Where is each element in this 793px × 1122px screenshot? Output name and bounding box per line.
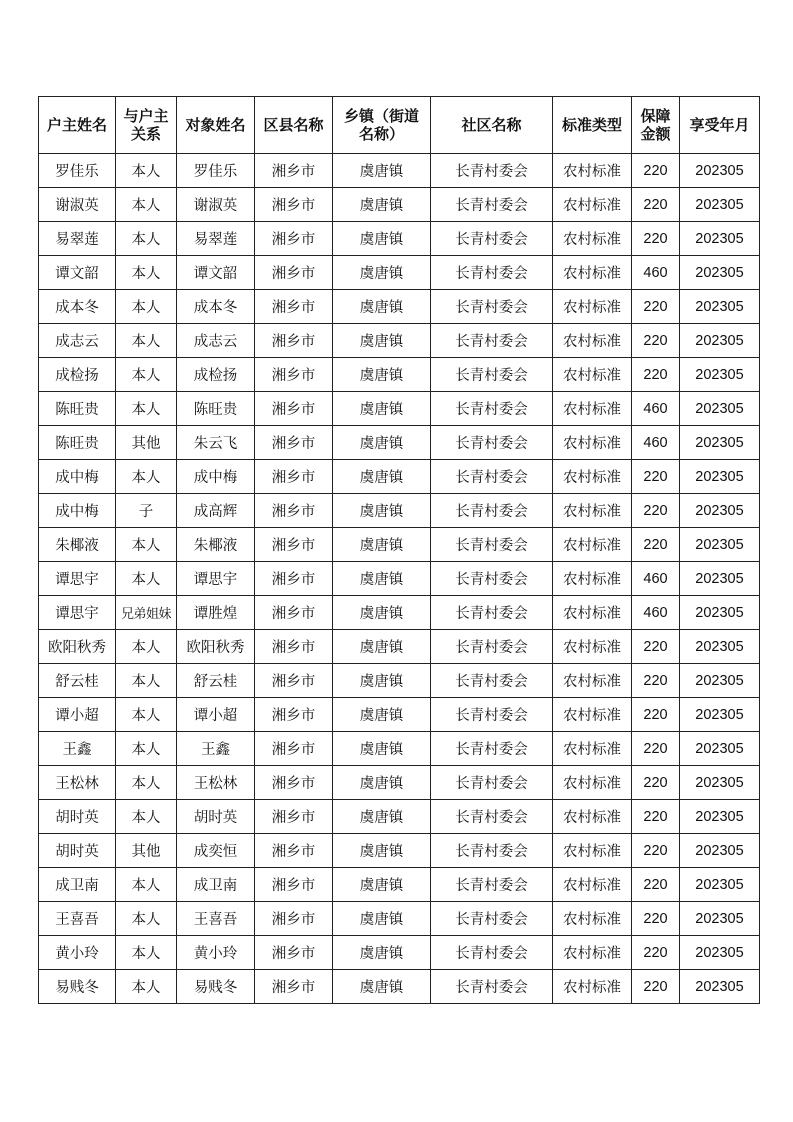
- cell-township: 虞唐镇: [333, 324, 431, 358]
- cell-community: 长青村委会: [431, 392, 553, 426]
- cell-amount: 220: [632, 358, 680, 392]
- header-line: 社区名称: [461, 116, 522, 134]
- cell-relation: 本人: [116, 902, 177, 936]
- cell-householder-name: 王鑫: [39, 732, 116, 766]
- cell-county: 湘乡市: [255, 800, 333, 834]
- cell-relation: 本人: [116, 528, 177, 562]
- cell-householder-name: 成中梅: [39, 494, 116, 528]
- cell-township: 虞唐镇: [333, 562, 431, 596]
- cell-county: 湘乡市: [255, 358, 333, 392]
- cell-standard-type: 农村标准: [553, 970, 632, 1004]
- cell-relation: 本人: [116, 256, 177, 290]
- cell-householder-name: 成卫南: [39, 868, 116, 902]
- cell-community: 长青村委会: [431, 358, 553, 392]
- cell-recipient-name: 成奕恒: [177, 834, 255, 868]
- cell-period: 202305: [680, 630, 760, 664]
- table-row: [39, 630, 760, 664]
- cell-amount: 220: [632, 460, 680, 494]
- table-row: [39, 970, 760, 1004]
- cell-community: 长青村委会: [431, 528, 553, 562]
- cell-householder-name: 胡时英: [39, 800, 116, 834]
- cell-period: 202305: [680, 256, 760, 290]
- cell-relation: 兄弟姐妹: [116, 596, 177, 630]
- header-amount: [632, 97, 680, 154]
- cell-county: 湘乡市: [255, 834, 333, 868]
- cell-community: 长青村委会: [431, 630, 553, 664]
- cell-period: 202305: [680, 664, 760, 698]
- table-row: [39, 732, 760, 766]
- cell-community: 长青村委会: [431, 494, 553, 528]
- cell-relation: 本人: [116, 868, 177, 902]
- cell-recipient-name: 成本冬: [177, 290, 255, 324]
- cell-householder-name: 朱椰液: [39, 528, 116, 562]
- cell-amount: 220: [632, 494, 680, 528]
- cell-householder-name: 谭思宇: [39, 596, 116, 630]
- cell-recipient-name: 罗佳乐: [177, 154, 255, 188]
- header-householder-name: [39, 97, 116, 154]
- cell-community: 长青村委会: [431, 154, 553, 188]
- cell-community: 长青村委会: [431, 256, 553, 290]
- cell-recipient-name: 成检扬: [177, 358, 255, 392]
- cell-amount: 220: [632, 868, 680, 902]
- cell-relation: 本人: [116, 698, 177, 732]
- cell-amount: 220: [632, 834, 680, 868]
- cell-amount: 220: [632, 630, 680, 664]
- cell-county: 湘乡市: [255, 324, 333, 358]
- cell-amount: 220: [632, 222, 680, 256]
- cell-standard-type: 农村标准: [553, 596, 632, 630]
- cell-standard-type: 农村标准: [553, 188, 632, 222]
- cell-standard-type: 农村标准: [553, 290, 632, 324]
- cell-township: 虞唐镇: [333, 766, 431, 800]
- cell-householder-name: 王松林: [39, 766, 116, 800]
- cell-county: 湘乡市: [255, 970, 333, 1004]
- cell-amount: 220: [632, 664, 680, 698]
- cell-recipient-name: 易翠莲: [177, 222, 255, 256]
- header-county: [255, 97, 333, 154]
- cell-standard-type: 农村标准: [553, 766, 632, 800]
- cell-recipient-name: 成中梅: [177, 460, 255, 494]
- cell-community: 长青村委会: [431, 800, 553, 834]
- cell-standard-type: 农村标准: [553, 426, 632, 460]
- header-line: 区县名称: [263, 116, 324, 134]
- cell-recipient-name: 易贱冬: [177, 970, 255, 1004]
- table-body: [39, 154, 760, 1004]
- cell-township: 虞唐镇: [333, 154, 431, 188]
- cell-amount: 220: [632, 732, 680, 766]
- cell-community: 长青村委会: [431, 188, 553, 222]
- cell-recipient-name: 朱椰液: [177, 528, 255, 562]
- table-row: [39, 902, 760, 936]
- table-row: [39, 290, 760, 324]
- cell-amount: 460: [632, 562, 680, 596]
- cell-recipient-name: 舒云桂: [177, 664, 255, 698]
- cell-community: 长青村委会: [431, 290, 553, 324]
- cell-amount: 460: [632, 256, 680, 290]
- cell-standard-type: 农村标准: [553, 324, 632, 358]
- cell-standard-type: 农村标准: [553, 256, 632, 290]
- table-row: [39, 392, 760, 426]
- cell-relation: 本人: [116, 358, 177, 392]
- cell-community: 长青村委会: [431, 222, 553, 256]
- cell-relation: 本人: [116, 392, 177, 426]
- cell-relation: 本人: [116, 222, 177, 256]
- cell-community: 长青村委会: [431, 562, 553, 596]
- cell-community: 长青村委会: [431, 460, 553, 494]
- cell-township: 虞唐镇: [333, 834, 431, 868]
- cell-township: 虞唐镇: [333, 392, 431, 426]
- cell-period: 202305: [680, 290, 760, 324]
- cell-amount: 220: [632, 766, 680, 800]
- cell-householder-name: 王喜吾: [39, 902, 116, 936]
- cell-period: 202305: [680, 494, 760, 528]
- cell-period: 202305: [680, 154, 760, 188]
- cell-period: 202305: [680, 188, 760, 222]
- cell-householder-name: 成检扬: [39, 358, 116, 392]
- cell-period: 202305: [680, 698, 760, 732]
- header-community: [431, 97, 553, 154]
- cell-recipient-name: 谭胜煌: [177, 596, 255, 630]
- cell-township: 虞唐镇: [333, 426, 431, 460]
- cell-township: 虞唐镇: [333, 222, 431, 256]
- cell-householder-name: 黄小玲: [39, 936, 116, 970]
- cell-county: 湘乡市: [255, 188, 333, 222]
- cell-standard-type: 农村标准: [553, 460, 632, 494]
- header-line: 户主姓名: [46, 116, 107, 134]
- cell-period: 202305: [680, 358, 760, 392]
- cell-county: 湘乡市: [255, 392, 333, 426]
- cell-township: 虞唐镇: [333, 664, 431, 698]
- cell-householder-name: 谢淑英: [39, 188, 116, 222]
- cell-standard-type: 农村标准: [553, 800, 632, 834]
- cell-standard-type: 农村标准: [553, 868, 632, 902]
- cell-period: 202305: [680, 222, 760, 256]
- table-row: [39, 800, 760, 834]
- cell-township: 虞唐镇: [333, 290, 431, 324]
- cell-period: 202305: [680, 426, 760, 460]
- cell-period: 202305: [680, 392, 760, 426]
- header-line: 金额: [640, 125, 671, 143]
- cell-relation: 本人: [116, 800, 177, 834]
- table-row: [39, 494, 760, 528]
- cell-county: 湘乡市: [255, 664, 333, 698]
- cell-relation: 本人: [116, 732, 177, 766]
- cell-relation: 本人: [116, 324, 177, 358]
- cell-county: 湘乡市: [255, 936, 333, 970]
- header-relation: [116, 97, 177, 154]
- table-row: [39, 834, 760, 868]
- cell-township: 虞唐镇: [333, 630, 431, 664]
- header-line: 乡镇（街道: [343, 107, 419, 125]
- cell-community: 长青村委会: [431, 766, 553, 800]
- cell-county: 湘乡市: [255, 426, 333, 460]
- cell-amount: 460: [632, 426, 680, 460]
- table-row: [39, 868, 760, 902]
- cell-householder-name: 胡时英: [39, 834, 116, 868]
- cell-recipient-name: 朱云飞: [177, 426, 255, 460]
- cell-recipient-name: 欧阳秋秀: [177, 630, 255, 664]
- cell-amount: 220: [632, 290, 680, 324]
- assistance-table: [38, 96, 760, 1004]
- cell-township: 虞唐镇: [333, 460, 431, 494]
- cell-township: 虞唐镇: [333, 800, 431, 834]
- cell-community: 长青村委会: [431, 426, 553, 460]
- cell-relation: 本人: [116, 970, 177, 1004]
- table-row: [39, 664, 760, 698]
- header-recipient-name: [177, 97, 255, 154]
- cell-relation: 本人: [116, 766, 177, 800]
- cell-period: 202305: [680, 834, 760, 868]
- cell-township: 虞唐镇: [333, 528, 431, 562]
- cell-householder-name: 欧阳秋秀: [39, 630, 116, 664]
- table-row: [39, 698, 760, 732]
- cell-householder-name: 谭思宇: [39, 562, 116, 596]
- cell-amount: 460: [632, 392, 680, 426]
- cell-community: 长青村委会: [431, 732, 553, 766]
- table-row: [39, 256, 760, 290]
- cell-period: 202305: [680, 936, 760, 970]
- cell-amount: 220: [632, 970, 680, 1004]
- cell-county: 湘乡市: [255, 528, 333, 562]
- cell-householder-name: 成志云: [39, 324, 116, 358]
- cell-householder-name: 易翠莲: [39, 222, 116, 256]
- cell-county: 湘乡市: [255, 732, 333, 766]
- cell-period: 202305: [680, 732, 760, 766]
- header-line: 对象姓名: [185, 116, 246, 134]
- cell-recipient-name: 成高辉: [177, 494, 255, 528]
- cell-township: 虞唐镇: [333, 256, 431, 290]
- header-line: 与户主: [123, 107, 169, 125]
- cell-amount: 220: [632, 698, 680, 732]
- cell-relation: 本人: [116, 664, 177, 698]
- cell-township: 虞唐镇: [333, 188, 431, 222]
- cell-recipient-name: 王喜吾: [177, 902, 255, 936]
- cell-county: 湘乡市: [255, 154, 333, 188]
- table-row: [39, 222, 760, 256]
- cell-community: 长青村委会: [431, 970, 553, 1004]
- cell-standard-type: 农村标准: [553, 834, 632, 868]
- table-row: [39, 596, 760, 630]
- header-period: [680, 97, 760, 154]
- cell-standard-type: 农村标准: [553, 698, 632, 732]
- cell-standard-type: 农村标准: [553, 528, 632, 562]
- cell-county: 湘乡市: [255, 494, 333, 528]
- cell-county: 湘乡市: [255, 256, 333, 290]
- cell-standard-type: 农村标准: [553, 664, 632, 698]
- cell-householder-name: 舒云桂: [39, 664, 116, 698]
- cell-township: 虞唐镇: [333, 358, 431, 392]
- cell-period: 202305: [680, 970, 760, 1004]
- cell-township: 虞唐镇: [333, 596, 431, 630]
- cell-community: 长青村委会: [431, 596, 553, 630]
- cell-recipient-name: 陈旺贵: [177, 392, 255, 426]
- table-row: [39, 426, 760, 460]
- cell-relation: 本人: [116, 154, 177, 188]
- table-row: [39, 154, 760, 188]
- cell-householder-name: 罗佳乐: [39, 154, 116, 188]
- cell-standard-type: 农村标准: [553, 936, 632, 970]
- cell-standard-type: 农村标准: [553, 902, 632, 936]
- cell-standard-type: 农村标准: [553, 154, 632, 188]
- cell-community: 长青村委会: [431, 936, 553, 970]
- table-row: [39, 936, 760, 970]
- cell-period: 202305: [680, 800, 760, 834]
- cell-recipient-name: 谭文韶: [177, 256, 255, 290]
- cell-county: 湘乡市: [255, 766, 333, 800]
- cell-standard-type: 农村标准: [553, 494, 632, 528]
- header-line: 保障: [640, 107, 671, 125]
- cell-township: 虞唐镇: [333, 936, 431, 970]
- table-row: [39, 324, 760, 358]
- cell-county: 湘乡市: [255, 868, 333, 902]
- header-standard-type: [553, 97, 632, 154]
- cell-community: 长青村委会: [431, 902, 553, 936]
- cell-standard-type: 农村标准: [553, 358, 632, 392]
- cell-householder-name: 成中梅: [39, 460, 116, 494]
- header-line: 享受年月: [689, 116, 750, 134]
- cell-township: 虞唐镇: [333, 732, 431, 766]
- cell-township: 虞唐镇: [333, 970, 431, 1004]
- table-row: [39, 358, 760, 392]
- cell-amount: 460: [632, 596, 680, 630]
- cell-relation: 本人: [116, 290, 177, 324]
- table-row: [39, 188, 760, 222]
- cell-householder-name: 谭小超: [39, 698, 116, 732]
- cell-standard-type: 农村标准: [553, 732, 632, 766]
- cell-period: 202305: [680, 460, 760, 494]
- cell-county: 湘乡市: [255, 222, 333, 256]
- cell-amount: 220: [632, 154, 680, 188]
- cell-community: 长青村委会: [431, 698, 553, 732]
- cell-recipient-name: 谭小超: [177, 698, 255, 732]
- cell-county: 湘乡市: [255, 562, 333, 596]
- cell-householder-name: 谭文韶: [39, 256, 116, 290]
- cell-relation: 本人: [116, 460, 177, 494]
- table-row: [39, 528, 760, 562]
- cell-period: 202305: [680, 324, 760, 358]
- cell-community: 长青村委会: [431, 324, 553, 358]
- cell-recipient-name: 成卫南: [177, 868, 255, 902]
- cell-standard-type: 农村标准: [553, 392, 632, 426]
- cell-recipient-name: 王鑫: [177, 732, 255, 766]
- cell-recipient-name: 黄小玲: [177, 936, 255, 970]
- cell-relation: 其他: [116, 834, 177, 868]
- cell-period: 202305: [680, 596, 760, 630]
- cell-relation: 本人: [116, 188, 177, 222]
- cell-amount: 220: [632, 936, 680, 970]
- cell-amount: 220: [632, 528, 680, 562]
- cell-amount: 220: [632, 188, 680, 222]
- cell-township: 虞唐镇: [333, 698, 431, 732]
- cell-householder-name: 成本冬: [39, 290, 116, 324]
- table-row: [39, 562, 760, 596]
- cell-amount: 220: [632, 324, 680, 358]
- cell-householder-name: 易贱冬: [39, 970, 116, 1004]
- cell-relation: 其他: [116, 426, 177, 460]
- cell-county: 湘乡市: [255, 902, 333, 936]
- cell-standard-type: 农村标准: [553, 222, 632, 256]
- cell-period: 202305: [680, 766, 760, 800]
- cell-standard-type: 农村标准: [553, 562, 632, 596]
- cell-township: 虞唐镇: [333, 494, 431, 528]
- header-line: 关系: [130, 125, 161, 143]
- header-line: 名称）: [358, 125, 404, 143]
- table-row: [39, 766, 760, 800]
- cell-recipient-name: 谭思宇: [177, 562, 255, 596]
- cell-amount: 220: [632, 902, 680, 936]
- cell-period: 202305: [680, 868, 760, 902]
- header-line: 标准类型: [561, 116, 622, 134]
- cell-relation: 本人: [116, 562, 177, 596]
- cell-township: 虞唐镇: [333, 902, 431, 936]
- cell-period: 202305: [680, 528, 760, 562]
- cell-county: 湘乡市: [255, 698, 333, 732]
- cell-relation: 本人: [116, 936, 177, 970]
- cell-community: 长青村委会: [431, 664, 553, 698]
- header-row: [39, 97, 760, 154]
- table-row: [39, 460, 760, 494]
- cell-county: 湘乡市: [255, 630, 333, 664]
- cell-township: 虞唐镇: [333, 868, 431, 902]
- cell-relation: 子: [116, 494, 177, 528]
- cell-community: 长青村委会: [431, 834, 553, 868]
- cell-amount: 220: [632, 800, 680, 834]
- cell-community: 长青村委会: [431, 868, 553, 902]
- cell-householder-name: 陈旺贵: [39, 426, 116, 460]
- cell-recipient-name: 谢淑英: [177, 188, 255, 222]
- cell-recipient-name: 成志云: [177, 324, 255, 358]
- cell-period: 202305: [680, 562, 760, 596]
- cell-period: 202305: [680, 902, 760, 936]
- cell-householder-name: 陈旺贵: [39, 392, 116, 426]
- header-township: [333, 97, 431, 154]
- cell-recipient-name: 王松林: [177, 766, 255, 800]
- cell-county: 湘乡市: [255, 596, 333, 630]
- cell-relation: 本人: [116, 630, 177, 664]
- cell-standard-type: 农村标准: [553, 630, 632, 664]
- cell-recipient-name: 胡时英: [177, 800, 255, 834]
- cell-county: 湘乡市: [255, 460, 333, 494]
- cell-county: 湘乡市: [255, 290, 333, 324]
